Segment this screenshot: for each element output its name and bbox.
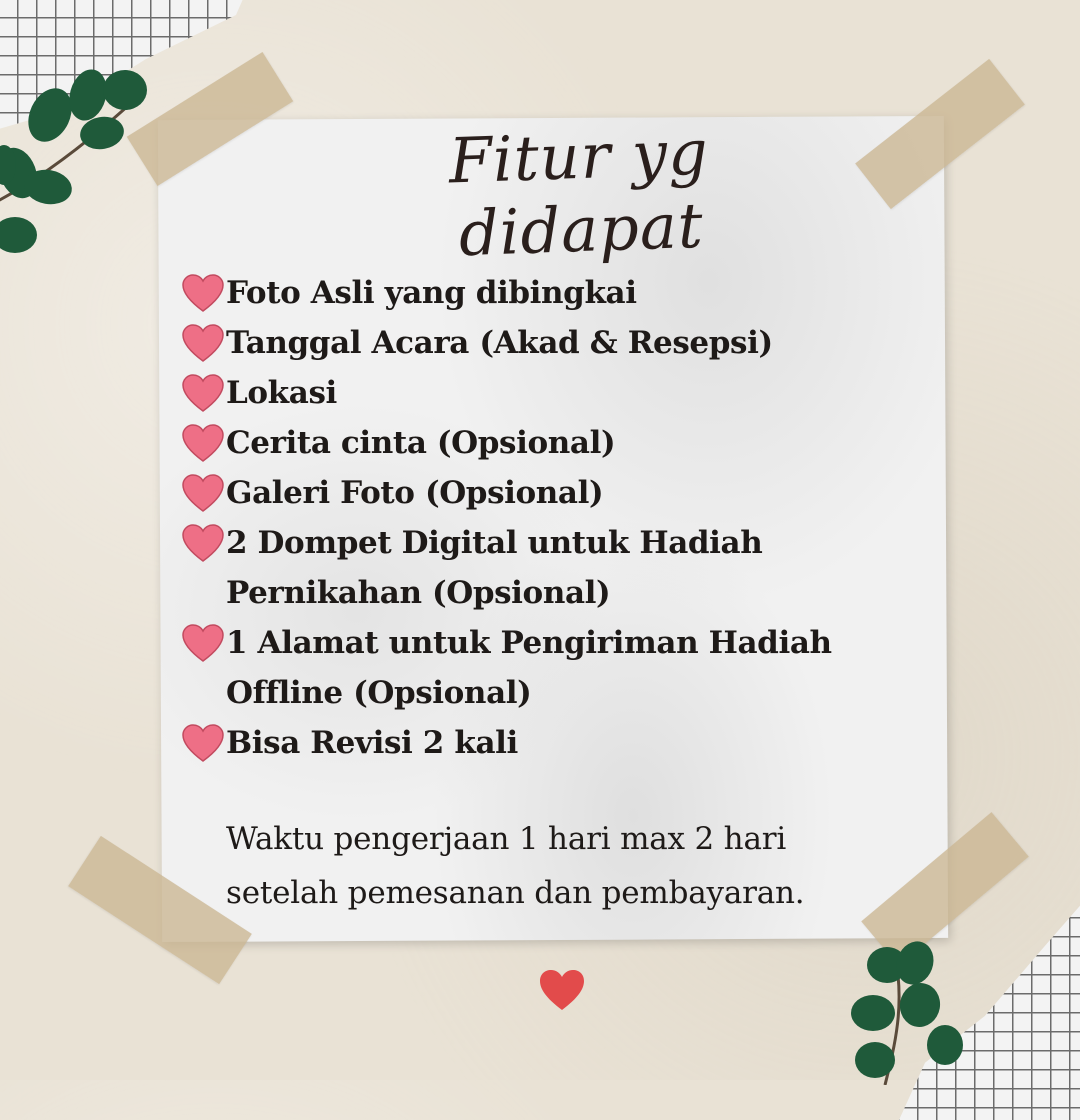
heart-icon — [182, 474, 224, 514]
feature-label: Bisa Revisi 2 kali — [226, 725, 518, 761]
heart-icon — [182, 624, 224, 664]
list-item — [180, 618, 940, 718]
feature-list — [180, 268, 940, 768]
heart-icon — [182, 724, 224, 764]
note-line: setelah pemesanan dan pembayaran. — [226, 875, 805, 911]
list-item — [180, 318, 940, 368]
feature-label: 1 Alamat untuk Pengiriman Hadiah Offline (Opsional) — [226, 625, 832, 711]
list-item — [180, 368, 940, 418]
heart-icon — [182, 374, 224, 414]
page-title: Fitur yg didapat — [447, 115, 710, 271]
list-item — [180, 418, 940, 468]
list-item — [180, 468, 940, 518]
heart-icon — [182, 424, 224, 464]
turnaround-note — [226, 812, 886, 920]
note-line: Waktu pengerjaan 1 hari max 2 hari — [226, 821, 787, 857]
list-item — [180, 518, 940, 618]
list-item — [180, 268, 940, 318]
feature-label: Galeri Foto (Opsional) — [226, 475, 604, 511]
heart-icon — [182, 324, 224, 364]
feature-label: Tanggal Acara (Akad & Resepsi) — [226, 325, 773, 361]
leaf-branch-icon — [0, 55, 170, 275]
list-item — [180, 718, 940, 768]
heart-icon — [182, 274, 224, 314]
leaf-branch-icon — [845, 935, 985, 1085]
heart-icon — [538, 968, 586, 1012]
feature-label: Cerita cinta (Opsional) — [226, 425, 616, 461]
heart-icon — [182, 524, 224, 564]
feature-label: Lokasi — [226, 375, 337, 411]
feature-label: Foto Asli yang dibingkai — [226, 275, 637, 311]
feature-label: 2 Dompet Digital untuk Hadiah Pernikahan (Opsional) — [226, 525, 763, 611]
